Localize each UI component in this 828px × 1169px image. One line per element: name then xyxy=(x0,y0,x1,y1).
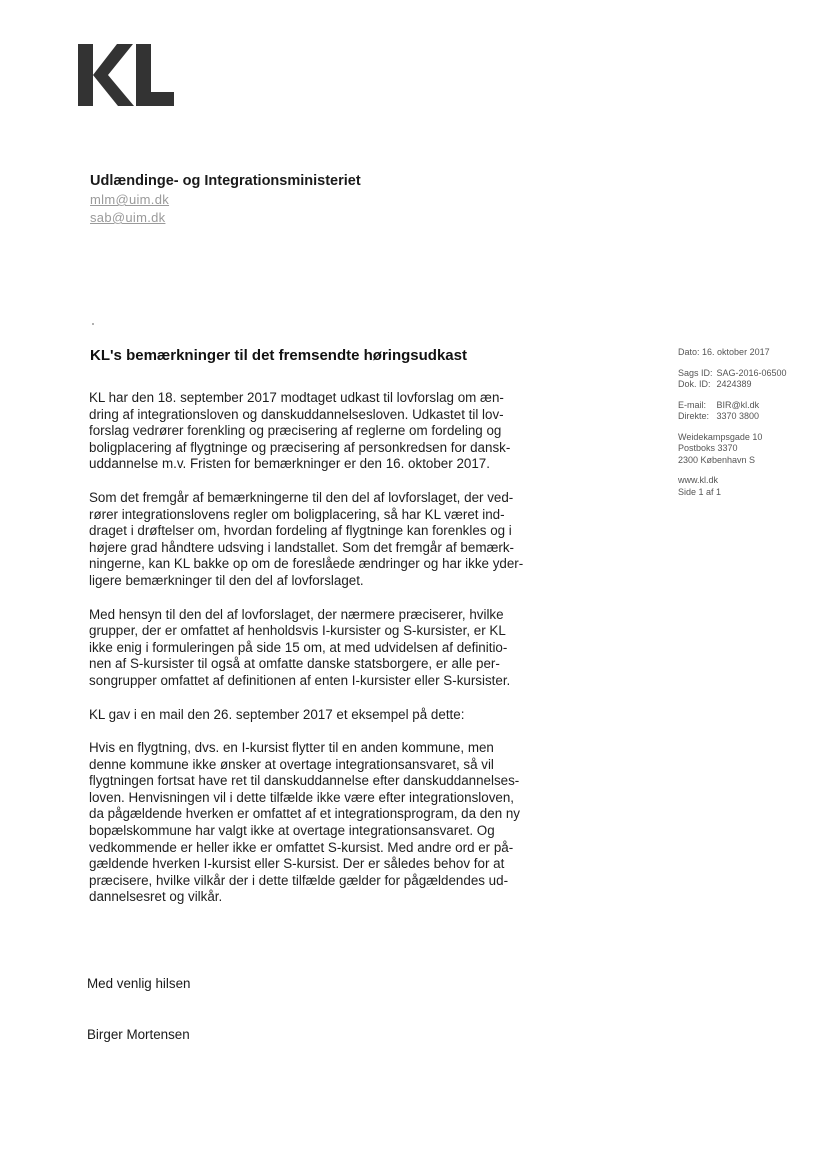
text-line: gældende hverken I-kursist eller S-kursist. Der er således behov for at xyxy=(89,856,505,872)
letter-body xyxy=(89,390,569,923)
text-line: flygtningen fortsat have ret til danskuddannelse efter danskuddannelses- xyxy=(89,773,520,789)
meta-case-id-label: Sags ID: xyxy=(678,367,713,378)
text-line: dring af integrationsloven og danskuddannelsesloven. Udkastet til lov- xyxy=(89,406,504,422)
letter-metadata xyxy=(678,347,818,507)
paragraph xyxy=(89,707,569,724)
text-line: ningerne, kan KL bakke op om de foreslåede ændringer og har ikke yder- xyxy=(89,556,524,572)
meta-direct-value: 3370 3800 xyxy=(716,411,760,421)
recipient-email-link[interactable]: sab@uim.dk xyxy=(90,210,166,225)
text-line: forslag vedrører forenkling og præcisering af reglerne om fordeling og xyxy=(89,423,502,439)
meta-web-group xyxy=(678,475,818,498)
text-line: præcisere, hvilke vilkår der i dette tilfælde gælder for pågældendes ud- xyxy=(89,872,509,888)
kl-logo-icon xyxy=(78,44,174,106)
text-line: draget i drøftelser om, hvordan fordeling af flygtninge kan forenkles og i xyxy=(89,523,512,539)
text-line: Som det fremgår af bemærkningerne til den del af lovforslaget, der ved- xyxy=(89,489,514,505)
text-line: loven. Henvisningen vil i dette tilfælde ikke være efter integrationsloven, xyxy=(89,789,515,805)
meta-date-value: 16. oktober 2017 xyxy=(702,347,770,357)
text-line: da pågældende hverken er omfattet af et integrationsprogram, da den ny xyxy=(89,806,521,822)
paragraph xyxy=(89,390,569,473)
recipient-email-link[interactable]: mlm@uim.dk xyxy=(90,192,170,207)
paragraph xyxy=(89,740,569,906)
meta-direct-label: Direkte: xyxy=(678,411,710,421)
letter-signature: Birger Mortensen xyxy=(87,1027,190,1042)
meta-email xyxy=(678,400,818,412)
paragraph xyxy=(89,490,569,590)
text-line: vedkommende er heller ikke er omfattet S-kursist. Med andre ord er på- xyxy=(89,839,514,855)
meta-date-group xyxy=(678,347,818,359)
letter-closing: Med venlig hilsen xyxy=(87,976,191,991)
meta-email-label: E-mail: xyxy=(678,399,707,410)
text-line: ikke enig i formuleringen på side 15 om, at med udvidelsen af definitio- xyxy=(89,639,508,655)
meta-email-value[interactable]: BIR@kl.dk xyxy=(716,399,760,410)
text-line: KL gav i en mail den 26. september 2017 et eksempel på dette: xyxy=(89,706,465,722)
text-line: rører integrationslovens regler om boligplacering, så har KL været ind- xyxy=(89,506,505,522)
text-line: Med hensyn til den del af lovforslaget, der nærmere præciserer, hvilke xyxy=(89,606,504,622)
text-line: uddannelse m.v. Fristen for bemærkninger er den 16. oktober 2017. xyxy=(89,456,490,472)
text-line: KL har den 18. september 2017 modtaget udkast til lovforslag om æn- xyxy=(89,390,504,405)
meta-address-line: 2300 København S xyxy=(678,454,756,465)
meta-case-id xyxy=(678,368,818,380)
recipient-block xyxy=(90,171,490,227)
meta-doc-id xyxy=(678,379,818,391)
recipient-name: Udlændinge- og Integrationsministeriet xyxy=(90,173,361,189)
meta-contact-group xyxy=(678,400,818,423)
text-line: boligplacering af flygtninge og præcisering af personkredsen for dansk- xyxy=(89,439,511,455)
meta-case-id-value: SAG-2016-06500 xyxy=(716,367,787,378)
meta-address-group xyxy=(678,432,818,467)
meta-doc-id-value: 2424389 xyxy=(716,379,752,389)
text-line: dannelsesret og vilkår. xyxy=(89,889,223,905)
meta-web[interactable]: www.kl.dk xyxy=(678,475,719,485)
meta-ids-group xyxy=(678,368,818,391)
meta-date xyxy=(678,347,818,359)
meta-address-line: Postboks 3370 xyxy=(678,443,738,453)
text-line: songrupper omfattet af definitionen af enten I-kursister eller S-kursister. xyxy=(89,672,511,688)
text-line: Hvis en flygtning, dvs. en I-kursist flytter til en anden kommune, men xyxy=(89,740,494,756)
text-line: højere grad håndtere udsving i landstallet. Som det fremgår af bemærk- xyxy=(89,539,514,555)
paragraph xyxy=(89,607,569,690)
text-line: denne kommune ikke ønsker at overtage integrationsansvaret, så vil xyxy=(89,756,494,772)
kl-logo xyxy=(78,44,174,106)
text-line: bopælskommune har valgt ikke at overtage integrationsansvaret. Og xyxy=(89,823,495,839)
meta-direct xyxy=(678,411,818,423)
meta-address-line: Weidekampsgade 10 xyxy=(678,431,763,442)
meta-doc-id-label: Dok. ID: xyxy=(678,379,711,389)
meta-date-label: Dato: xyxy=(678,347,700,357)
meta-page-number: Side 1 af 1 xyxy=(678,486,722,497)
text-line: grupper, der er omfattet af henholdsvis I-kursister og S-kursister, er KL xyxy=(89,623,506,639)
text-line: ligere bemærkninger til den del af lovforslaget. xyxy=(89,572,364,588)
scan-speck xyxy=(92,323,94,325)
letter-subject: KL's bemærkninger til det fremsendte høringsudkast xyxy=(90,347,467,364)
text-line: nen af S-kursister til også at omfatte danske statsborgere, er alle per- xyxy=(89,656,500,672)
